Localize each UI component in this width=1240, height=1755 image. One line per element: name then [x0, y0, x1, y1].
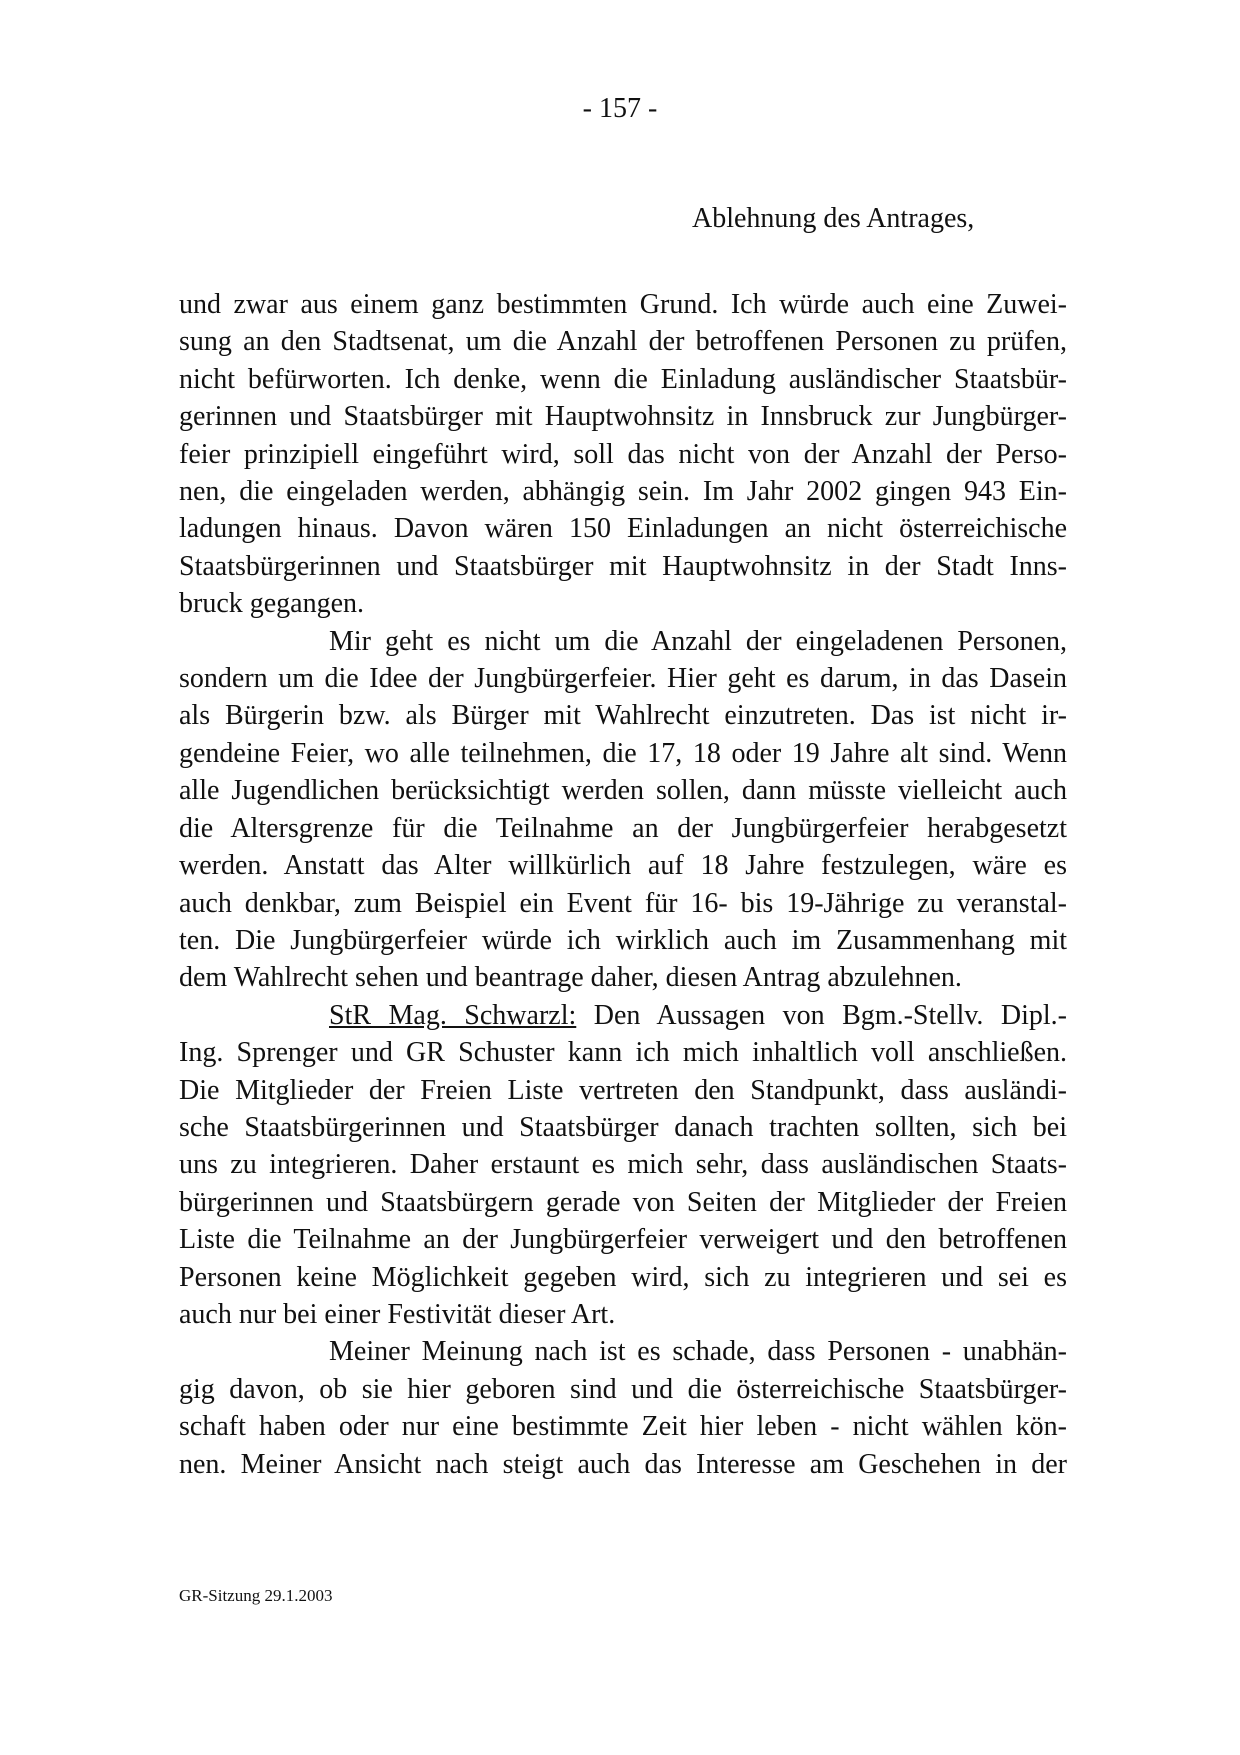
text-line: und zwar aus einem ganz bestimmten Grund. Ich würde auch eine Zuwei-	[179, 289, 1067, 320]
text-line: nen, die eingeladen werden, abhängig sein. Im Jahr 2002 gingen 943 Ein-	[179, 476, 1067, 508]
continuation-line: Ablehnung des Antrages,	[692, 203, 975, 234]
text-line: Liste die Teilnahme an der Jungbürgerfeier verweigert und den betroffenen	[179, 1224, 1067, 1256]
text-line: gerinnen und Staatsbürger mit Hauptwohnsitz in Innsbruck zur Jungbürger-	[179, 401, 1067, 433]
text-line: ten. Die Jungbürgerfeier würde ich wirklich auch im Zusammenhang mit	[179, 924, 1067, 956]
text-line: sung an den Stadtsenat, um die Anzahl der betroffenen Personen zu prüfen,	[179, 326, 1067, 358]
paragraph	[179, 1333, 1067, 1483]
text-line: ladungen hinaus. Davon wären 150 Einladungen an nicht österreichische	[179, 513, 1067, 545]
text-line: feier prinzipiell eingeführt wird, soll das nicht von der Anzahl der Perso-	[179, 438, 1067, 470]
text-line: nen. Meiner Ansicht nach steigt auch das Interesse am Geschehen in der	[179, 1448, 1067, 1480]
text-line: die Altersgrenze für die Teilnahme an der Jungbürgerfeier herabgesetzt	[179, 812, 1067, 844]
text-line: Staatsbürgerinnen und Staatsbürger mit Hauptwohnsitz in der Stadt Inns-	[179, 550, 1067, 582]
text-line: werden. Anstatt das Alter willkürlich auf 18 Jahre festzulegen, wäre es	[179, 850, 1067, 882]
text-line	[179, 997, 1067, 1034]
footer-session-date: GR-Sitzung 29.1.2003	[179, 1586, 333, 1605]
text-line: als Bürgerin bzw. als Bürger mit Wahlrecht einzutreten. Das ist nicht ir-	[179, 700, 1067, 732]
text-line: auch denkbar, zum Beispiel ein Event für 16- bis 19-Jährige zu veranstal-	[179, 887, 1067, 919]
paragraph	[179, 997, 1067, 1334]
speaker-name: StR Mag. Schwarzl:	[329, 999, 577, 1031]
text-line: schaft haben oder nur eine bestimmte Zeit hier leben - nicht wählen kön-	[179, 1411, 1067, 1443]
text-line: bruck gegangen.	[179, 588, 365, 620]
text-line: Personen keine Möglichkeit gegeben wird, sich zu integrieren und sei es	[179, 1261, 1067, 1293]
text-fragment: Den Aussagen von Bgm.-Stellv. Dipl.-	[576, 999, 1068, 1031]
text-line: Ing. Sprenger und GR Schuster kann ich mich inhaltlich voll anschließen.	[179, 1037, 1067, 1069]
text-line: sche Staatsbürgerinnen und Staatsbürger danach trachten sollten, sich bei	[179, 1111, 1067, 1143]
text-line: dem Wahlrecht sehen und beantrage daher, diesen Antrag abzulehnen.	[179, 962, 962, 994]
text-line: alle Jugendlichen berücksichtigt werden sollen, dann müsste vielleicht auch	[179, 775, 1067, 807]
text-line: sondern um die Idee der Jungbürgerfeier. Hier geht es darum, in das Dasein	[179, 663, 1067, 695]
page-number: - 157 -	[582, 93, 658, 124]
text-line: nicht befürworten. Ich denke, wenn die Einladung ausländischer Staatsbür-	[179, 363, 1067, 395]
text-line: auch nur bei einer Festivität dieser Art.	[179, 1298, 616, 1330]
paragraph	[179, 286, 1067, 623]
text-line: gendeine Feier, wo alle teilnehmen, die 17, 18 oder 19 Jahre alt sind. Wenn	[179, 737, 1067, 769]
body-text	[179, 286, 1067, 1483]
text-line: bürgerinnen und Staatsbürgern gerade von Seiten der Mitglieder der Freien	[179, 1186, 1067, 1218]
text-line: gig davon, ob sie hier geboren sind und die österreichische Staatsbürger-	[179, 1373, 1067, 1405]
text-line: uns zu integrieren. Daher erstaunt es mich sehr, dass ausländischen Staats-	[179, 1149, 1067, 1181]
text-line: Die Mitglieder der Freien Liste vertreten den Standpunkt, dass ausländi-	[179, 1074, 1067, 1106]
paragraph	[179, 623, 1067, 997]
text-line: Meiner Meinung nach ist es schade, dass Personen - unabhän-	[329, 1336, 1067, 1368]
text-line: Mir geht es nicht um die Anzahl der eingeladenen Personen,	[329, 625, 1067, 657]
